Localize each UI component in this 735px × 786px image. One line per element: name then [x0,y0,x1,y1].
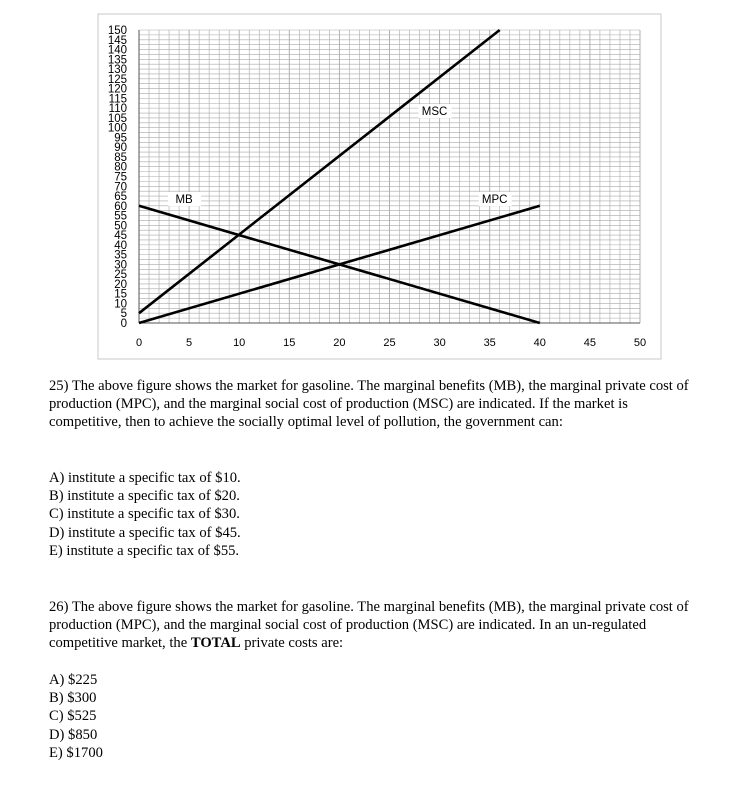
y-tick-label: 120 [107,83,127,96]
series-label-mb: MB [175,194,193,207]
y-tick-label: 105 [107,112,127,125]
x-tick-label: 0 [135,337,143,349]
y-tick-label: 25 [114,269,127,282]
y-tick-label: 30 [114,259,127,272]
question-26-text-end: private costs are: [240,635,344,651]
y-tick-label: 0 [120,318,127,330]
x-tick-label: 30 [433,337,446,349]
y-tick-label: 55 [114,210,127,223]
question-25-options [49,469,241,560]
y-tick-label: 95 [114,132,127,145]
series-label-mpc: MPC [481,194,508,207]
x-tick-label: 50 [633,337,647,349]
y-tick-label: 5 [120,308,127,321]
answer-option: C) $525 [49,708,97,725]
x-tick-label: 10 [233,337,246,349]
y-tick-label: 50 [114,220,127,233]
y-tick-label: 110 [108,103,127,116]
answer-option: D) $850 [49,726,98,743]
y-tick-label: 125 [107,73,127,86]
y-tick-label: 65 [114,191,127,204]
y-tick-label: 10 [114,298,127,311]
question-26-emphasis: TOTAL [190,635,241,651]
answer-option: B) $300 [49,690,97,707]
answer-option: E) institute a specific tax of $55. [49,542,240,559]
question-25 [49,377,689,431]
x-tick-label: 5 [186,337,193,349]
y-tick-label: 15 [114,288,127,301]
y-tick-label: 60 [114,200,127,213]
question-26-text-start: 26) The above figure shows the market for gasoline. The marginal benefits (MB), the marginal private cost of production (MPC), and the marginal social cost of production (MSC) are indicated. In an un-regulated competitive market, the [49,599,689,651]
y-tick-label: 45 [114,230,127,243]
x-tick-label: 20 [333,337,346,349]
answer-option: D) institute a specific tax of $45. [49,524,241,541]
x-tick-label: 15 [283,337,296,349]
y-tick-label: 85 [114,151,127,164]
y-tick-label: 20 [114,278,127,291]
y-tick-label: 75 [114,171,127,184]
y-tick-label: 115 [108,93,127,106]
answer-option: C) institute a specific tax of $30. [49,506,240,523]
y-tick-label: 80 [114,161,127,174]
x-tick-label: 35 [483,337,496,349]
market-chart [0,0,735,360]
y-tick-label: 100 [107,122,127,135]
y-tick-label: 40 [114,239,127,252]
y-tick-label: 145 [107,34,127,47]
series-label-msc: MSC [421,106,448,119]
y-tick-label: 150 [107,25,127,37]
answer-option: A) $225 [49,672,98,688]
question-25-text: 25) The above figure shows the market for gasoline. The marginal benefits (MB), the marginal private cost of production (MPC), and the marginal social cost of production (MSC) are indicated. If the market is competitive, then to achieve the socially optimal level of pollution, the government can: [49,378,689,430]
question-26 [49,598,689,652]
x-tick-label: 40 [533,337,546,349]
answer-option: B) institute a specific tax of $20. [49,488,240,505]
x-tick-label: 45 [583,337,597,349]
question-26-options [49,671,103,762]
question-26-text [49,598,689,652]
answer-option: A) institute a specific tax of $10. [49,470,241,486]
y-tick-label: 140 [107,44,127,57]
y-tick-label: 90 [114,142,127,155]
x-tick-label: 25 [383,337,396,349]
y-tick-label: 70 [114,181,127,194]
answer-option: E) $1700 [49,744,103,761]
y-tick-label: 35 [114,249,127,262]
y-tick-label: 130 [107,64,127,77]
y-tick-label: 135 [107,54,127,67]
